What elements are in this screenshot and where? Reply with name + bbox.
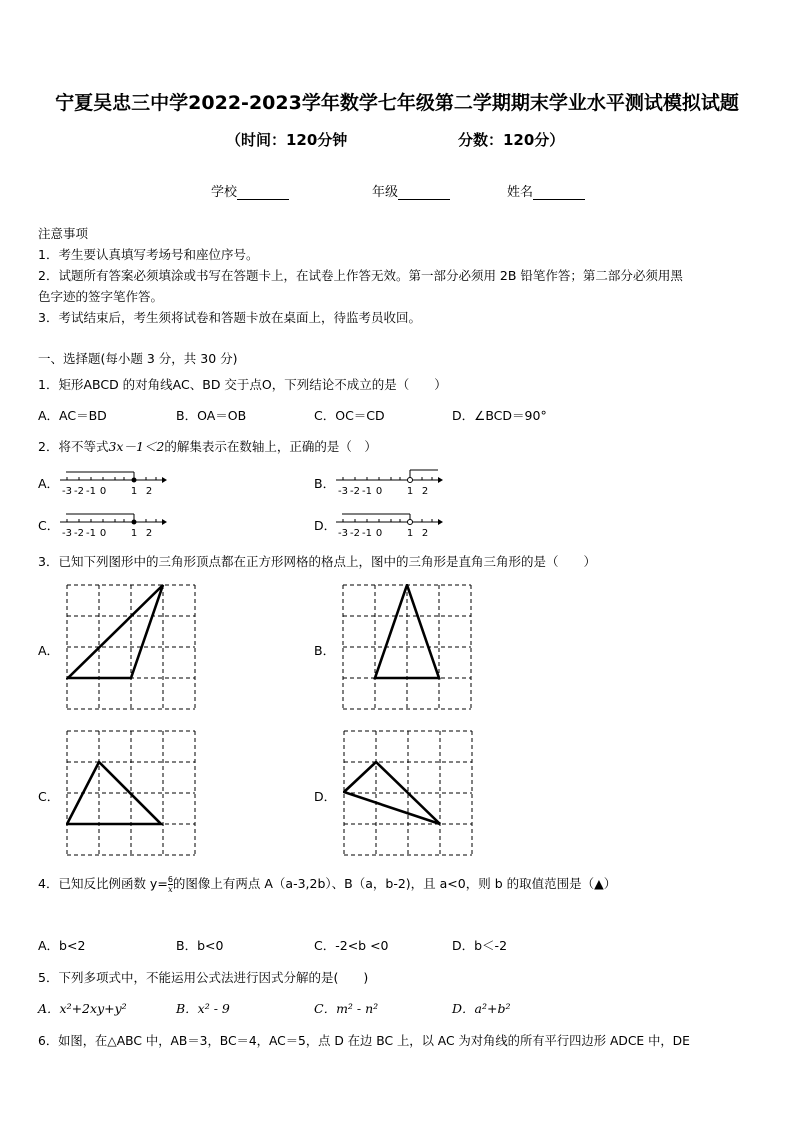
- dashed-grid: [343, 585, 471, 709]
- q3-option-d-label[interactable]: D．: [314, 789, 337, 804]
- school-field: [211, 181, 289, 200]
- tick-label: 0: [99, 486, 107, 497]
- dashed-grid: [67, 585, 195, 709]
- q5-stem: 5．下列多项式中，不能运用公式法进行因式分解的是( ): [38, 970, 369, 985]
- tick-label: -3: [338, 486, 348, 497]
- q1-stem: 1．矩形ABCD 的对角线AC、BD 交于点O，下列结论不成立的是（ ）: [38, 377, 447, 392]
- q3-grid-c[interactable]: [66, 730, 197, 857]
- note-item: 2．试题所有答案必须填涂或书写在答题卡上，在试卷上作答无效。第一部分必须用 2B 铅笔作答；第二部分必须用黑: [38, 268, 683, 283]
- q1-option-a[interactable]: A．AC＝BD: [38, 408, 107, 423]
- q4-option-c[interactable]: C．-2<b <0: [314, 938, 389, 953]
- school-label: 学校: [211, 185, 238, 200]
- q2-stem-pre: 2．将不等式: [38, 439, 109, 454]
- q2-number-line-a[interactable]: [58, 467, 170, 497]
- tick-label: 0: [375, 486, 383, 497]
- q4-stem: [38, 874, 616, 894]
- note-item: 1．考生要认真填写考场号和座位序号。: [38, 247, 259, 262]
- solid-endpoint: [132, 520, 137, 525]
- q2-stem: [38, 437, 377, 455]
- tick-label: 1: [130, 486, 138, 497]
- q2-number-line-b[interactable]: [334, 467, 446, 497]
- q4-option-d[interactable]: D．b＜-2: [452, 938, 508, 953]
- tick-label: -1: [362, 528, 372, 539]
- q4-option-a[interactable]: A．b<2: [38, 938, 86, 953]
- q1-option-c[interactable]: C．OC＝CD: [314, 408, 385, 423]
- tick-label: -2: [350, 528, 360, 539]
- tick-label: 1: [406, 486, 414, 497]
- time-label: （时间：120分钟: [226, 131, 348, 149]
- q2-option-b-label[interactable]: B．: [314, 476, 336, 491]
- q4-option-b[interactable]: B．b<0: [176, 938, 224, 953]
- tick-label: 1: [130, 528, 138, 539]
- q5-option-c[interactable]: C．m² - n²: [314, 1001, 379, 1016]
- q5-option-a[interactable]: A．x²+2xy+y²: [38, 1001, 127, 1016]
- tick-label: -3: [338, 528, 348, 539]
- q5-option-b[interactable]: B．x² - 9: [176, 1001, 230, 1016]
- q3-option-b-label[interactable]: B．: [314, 643, 336, 658]
- q3-stem: 3．已知下列图形中的三角形顶点都在正方形网格的格点上，图中的三角形是直角三角形的是（ ）: [38, 554, 596, 569]
- school-blank: [237, 186, 289, 200]
- grade-field: [372, 181, 450, 200]
- solid-endpoint: [132, 478, 137, 483]
- hollow-endpoint: [408, 520, 413, 525]
- name-label: 姓名: [507, 185, 534, 200]
- q2-number-line-c[interactable]: [58, 509, 170, 539]
- q3-grid-d[interactable]: [343, 730, 474, 857]
- axis-arrow: [438, 477, 443, 483]
- fraction-numerator: 6: [167, 875, 173, 884]
- q2-option-a-label[interactable]: A．: [38, 476, 60, 491]
- exam-title: 宁夏吴忠三中学2022-2023学年数学七年级第二学期期末学业水平测试模拟试题: [55, 92, 739, 114]
- q6-stem: 6．如图，在△ABC 中，AB＝3，BC＝4，AC＝5，点 D 在边 BC 上，以 AC 为对角线的所有平行四边形 ADCE 中，DE: [38, 1034, 690, 1048]
- q4-stem-pre: 4．已知反比例函数 y=: [38, 876, 168, 891]
- q1-option-b[interactable]: B．OA＝OB: [176, 408, 247, 423]
- triangle: [68, 585, 163, 678]
- q2-stem-math: 3x－1＜2: [108, 439, 165, 454]
- fraction-denominator: x: [168, 885, 173, 894]
- tick-label: -3: [62, 528, 72, 539]
- score-label: 分数：120分）: [458, 131, 565, 149]
- hollow-endpoint: [408, 478, 413, 483]
- tick-label: 2: [421, 528, 429, 539]
- axis-arrow: [438, 519, 443, 525]
- tick-label: -2: [74, 486, 84, 497]
- q3-grid-a[interactable]: [66, 584, 197, 711]
- tick-label: -2: [74, 528, 84, 539]
- tick-label: -1: [86, 486, 96, 497]
- q4-stem-post: 的图像上有两点 A（a-3,2b）、B（a，b-2)，且 a<0，则 b 的取值范围是（▲）: [172, 876, 617, 891]
- q3-option-a-label[interactable]: A．: [38, 643, 60, 658]
- notes-heading: 注意事项: [38, 226, 89, 241]
- name-blank: [533, 186, 585, 200]
- tick-label: -1: [86, 528, 96, 539]
- q2-option-d-label[interactable]: D．: [314, 518, 337, 533]
- tick-label: 2: [145, 486, 153, 497]
- note-item: 色字迹的签字笔作答。: [38, 289, 164, 304]
- q3-option-c-label[interactable]: C．: [38, 789, 60, 804]
- q3-grid-b[interactable]: [342, 584, 473, 711]
- q2-option-c-label[interactable]: C．: [38, 518, 60, 533]
- grade-blank: [398, 186, 450, 200]
- axis-arrow: [162, 519, 167, 525]
- axis-arrow: [162, 477, 167, 483]
- q2-stem-post: 的解集表示在数轴上，正确的是（ ）: [164, 439, 377, 454]
- q5-option-d[interactable]: D．a²+b²: [452, 1001, 511, 1016]
- tick-label: 2: [421, 486, 429, 497]
- note-item: 3．考试结束后，考生须将试卷和答题卡放在桌面上，待监考员收回。: [38, 310, 421, 325]
- tick-label: 0: [375, 528, 383, 539]
- tick-label: -2: [350, 486, 360, 497]
- tick-label: 0: [99, 528, 107, 539]
- section-heading: 一、选择题(每小题 3 分，共 30 分): [38, 351, 238, 366]
- tick-label: -3: [62, 486, 72, 497]
- q2-number-line-d[interactable]: [334, 509, 446, 539]
- grade-label: 年级: [372, 185, 399, 200]
- tick-label: -1: [362, 486, 372, 497]
- q1-option-d[interactable]: D．∠BCD＝90°: [452, 408, 547, 423]
- tick-label: 2: [145, 528, 153, 539]
- name-field: [507, 181, 585, 200]
- tick-label: 1: [406, 528, 414, 539]
